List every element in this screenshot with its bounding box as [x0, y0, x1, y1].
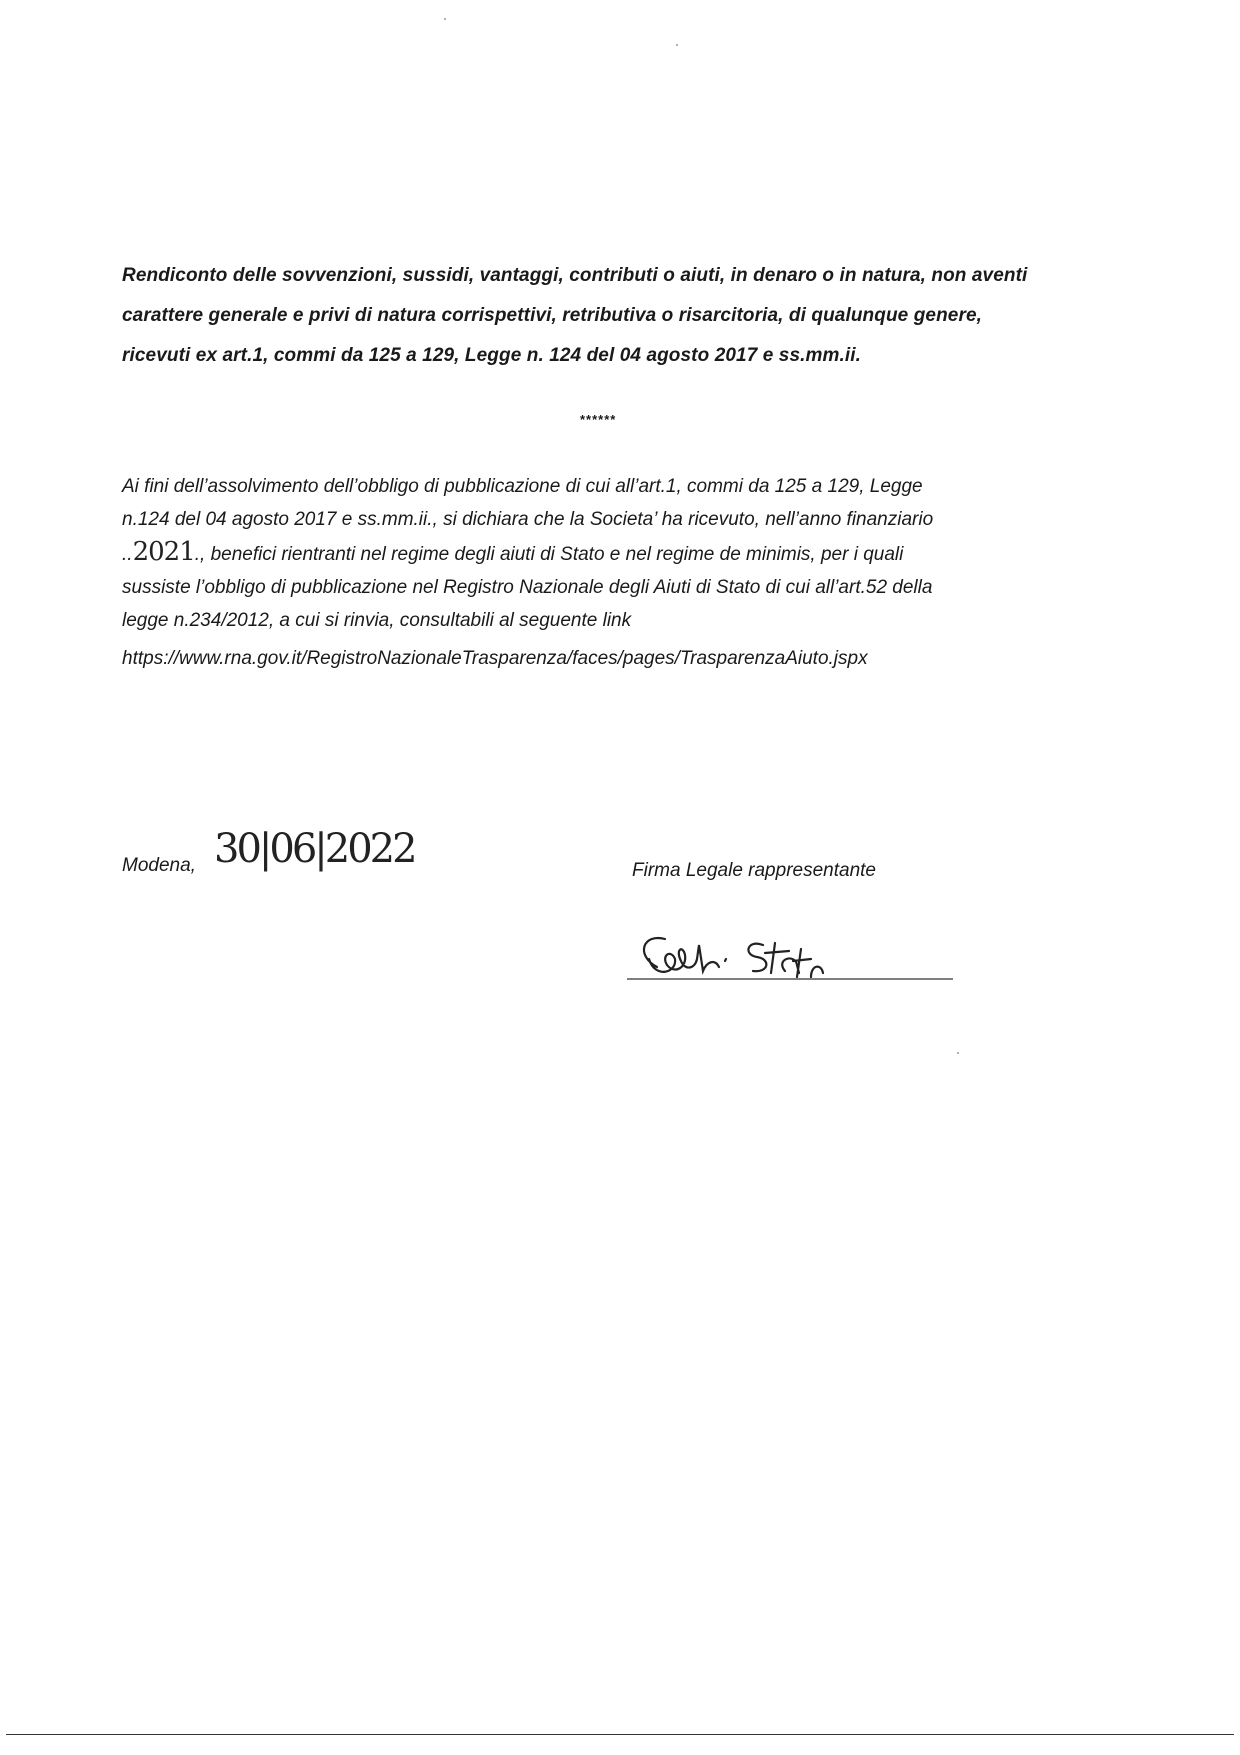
body-line-3-prefix: ..	[122, 544, 133, 565]
scan-speck	[444, 18, 446, 20]
body-line-1: Ai fini dell’assolvimento dell’obbligo di pubblicazione di cui all’art.1, commi da 125 a 129, Legge	[122, 476, 923, 497]
document-heading	[122, 256, 1122, 376]
scan-speck	[676, 44, 678, 46]
body-line-3-suffix: ., benefici rientranti nel regime degli aiuti di Stato e nel regime de minimis, per i quali	[194, 544, 904, 565]
scan-speck	[957, 1052, 959, 1054]
separator: ******	[580, 412, 617, 427]
handwritten-date: 30|06|2022	[214, 826, 415, 872]
scan-edge-line	[6, 1734, 1234, 1735]
heading-line-3: ricevuti ex art.1, commi da 125 a 129, Legge n. 124 del 04 agosto 2017 e ss.mm.ii.	[122, 345, 862, 366]
signature-label: Firma Legale rappresentante	[632, 860, 876, 881]
handwritten-year: 2021	[132, 537, 195, 567]
heading-line-1: Rendiconto delle sovvenzioni, sussidi, vantaggi, contributi o aiuti, in denaro o in natura, non aventi	[122, 265, 1028, 286]
declaration-paragraph	[122, 470, 1122, 637]
body-line-5: legge n.234/2012, a cui si rinvia, consultabili al seguente link	[122, 610, 632, 631]
handwritten-signature	[625, 915, 955, 995]
place-label: Modena,	[122, 855, 196, 876]
body-line-4: sussiste l’obbligo di pubblicazione nel Registro Nazionale degli Aiuti di Stato di cui all’art.52 della	[122, 577, 933, 598]
body-line-3	[122, 536, 1122, 571]
rna-link: https://www.rna.gov.it/RegistroNazionaleTrasparenza/faces/pages/TrasparenzaAiuto.jspx	[122, 648, 868, 669]
body-line-2: n.124 del 04 agosto 2017 e ss.mm.ii., si dichiara che la Societa’ ha ricevuto, nell’anno finanziario	[122, 509, 934, 530]
heading-line-2: carattere generale e privi di natura corrispettivi, retributiva o risarcitoria, di qualunque genere,	[122, 305, 982, 326]
